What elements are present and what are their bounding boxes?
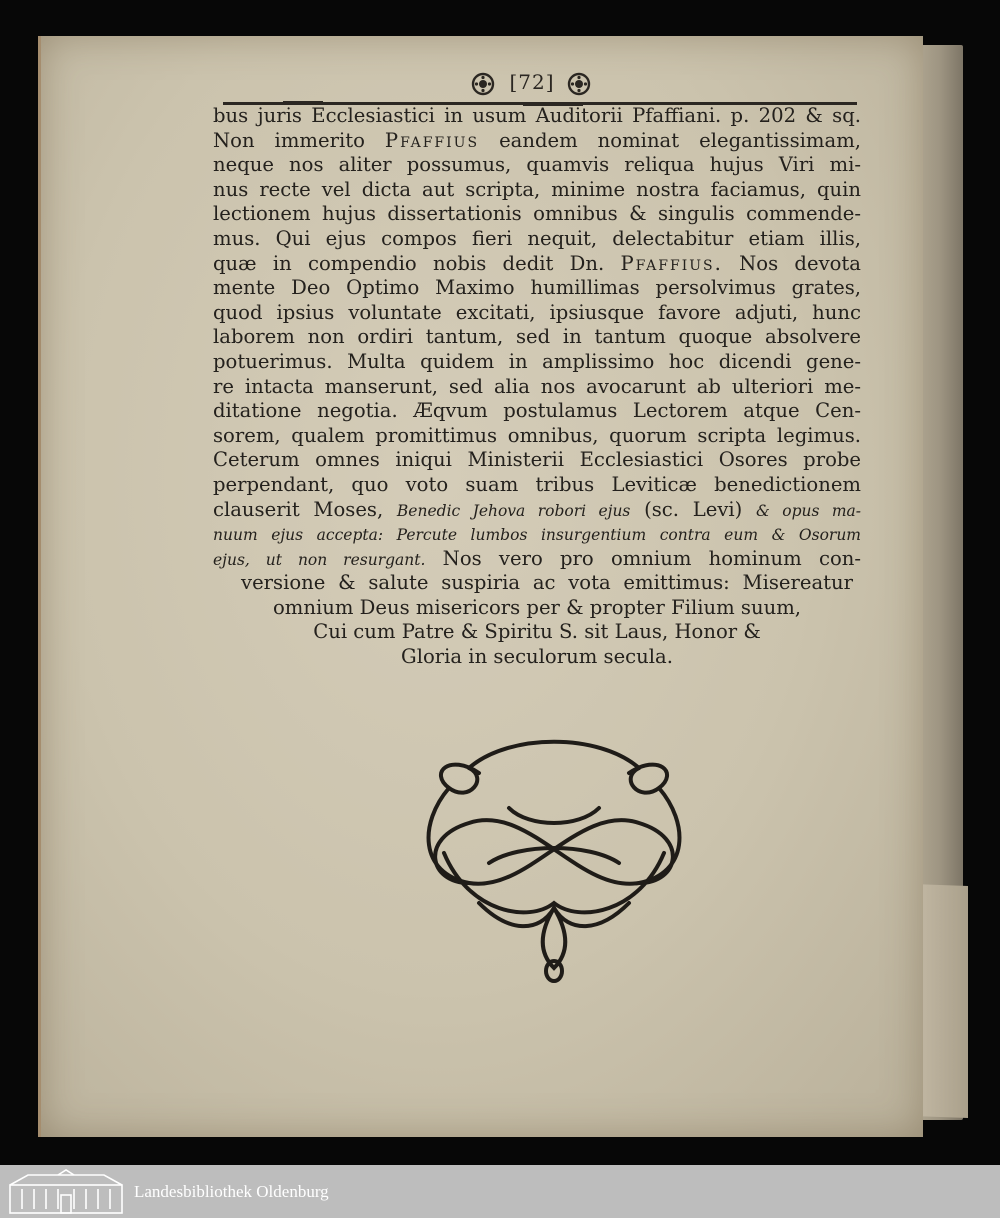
text-line: sorem, qualem promittimus omnibus, quorum scripta legimus. <box>213 423 861 447</box>
text-line: versione & salute suspiria ac vota emittimus: Misereatur <box>241 571 853 595</box>
text-line: ejus, ut non resurgant. Nos vero pro omnium hominum con- <box>213 546 861 570</box>
text-line: omnium Deus misericors per & propter Filium suum, <box>272 595 802 619</box>
text-line: lectionem hujus dissertationis omnibus & singulis commende- <box>213 202 861 226</box>
calligraphic-flourish-ornament <box>409 733 699 983</box>
text-line: re intacta manserunt, sed alia nos avocarunt ab ulteriori me- <box>213 374 861 398</box>
author-name: Pfaffius <box>384 128 480 152</box>
text-line: quæ in compendio nobis dedit Dn. Pfaffius. Nos devota <box>213 251 861 275</box>
rosette-ornament-icon <box>471 72 495 96</box>
document-page <box>38 36 923 1137</box>
scripture-quote: ejus, ut non resurgant. <box>213 550 426 569</box>
text-line: mus. Qui ejus compos fieri nequit, delectabitur etiam illis, <box>213 226 861 250</box>
text-line: Non immerito Pfaffius eandem nominat elegantissimam, <box>213 128 862 152</box>
text-line: clauserit Moses, Benedic Jehova robori ejus (sc. Levi) & opus ma- <box>213 497 862 521</box>
text-line: potuerimus. Multa quidem in amplissimo hoc dicendi gene- <box>213 349 861 373</box>
rosette-ornament-icon <box>567 72 591 96</box>
text-line: ditatione negotia. Æqvum postulamus Lectorem atque Cen- <box>213 399 861 423</box>
text-line: Gloria in seculorum secula. <box>401 645 673 669</box>
text-line: quod ipsius voluntate excitati, ipsiusque favore adjuti, hunc <box>213 300 861 324</box>
library-name: Landesbibliothek Oldenburg <box>134 1182 329 1201</box>
scripture-quote: Benedic Jehova robori ejus <box>396 501 631 520</box>
text-line: perpendant, quo voto suam tribus Leviticæ benedictionem <box>213 472 861 496</box>
author-name: Pfaffius. <box>620 251 723 275</box>
text-line: Cui cum Patre & Spiritu S. sit Laus, Honor & <box>313 620 761 644</box>
page-number: [72] <box>509 70 555 94</box>
text-line: neque nos aliter possumus, quamvis reliqua hujus Viri mi- <box>213 153 861 177</box>
text-line: bus juris Ecclesiastici in usum Auditorii Pfaffiani. p. 202 & sq. <box>213 104 861 127</box>
body-text <box>213 104 861 670</box>
library-building-logo-icon <box>8 1169 124 1215</box>
scripture-quote: nuum ejus accepta: Percute lumbos insurgentium contra eum & Osorum <box>213 526 861 545</box>
text-line: Ceterum omnes iniqui Ministerii Ecclesiastici Osores probe <box>213 448 861 472</box>
text-line: mente Deo Optimo Maximo humillimas persolvimus grates, <box>213 276 861 300</box>
library-footer <box>0 1165 1000 1218</box>
text-line: nus recte vel dicta aut scripta, minime nostra faciamus, quin <box>213 177 861 201</box>
text-line: laborem non ordiri tantum, sed in tantum quoque absolvere <box>213 325 861 349</box>
text-line <box>213 522 861 547</box>
page-header <box>41 70 923 98</box>
